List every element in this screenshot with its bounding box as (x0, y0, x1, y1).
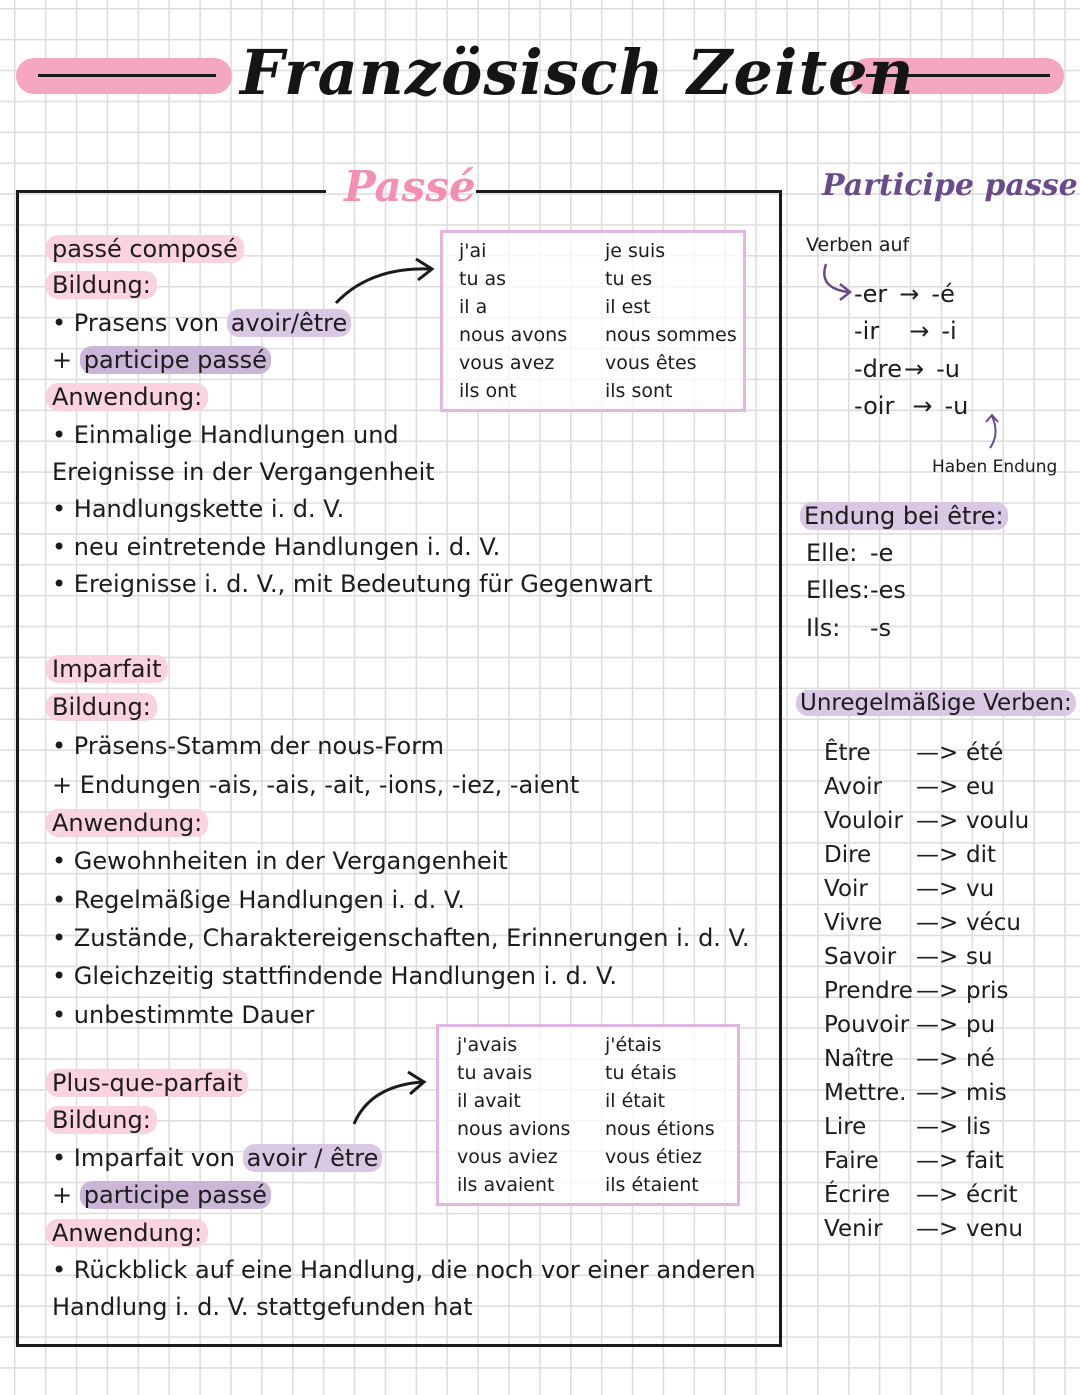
rule-ir: -ir → -i (854, 317, 957, 345)
pqp-bildung-line: • Imparfait von avoir / être (52, 1143, 382, 1173)
rule-er: -er → -é (854, 280, 955, 308)
endung-etre-heading: Endung bei être: (800, 502, 1008, 530)
imp-use-1: • Gewohnheiten in der Vergangenheit (52, 847, 508, 875)
pc-participe: participe passé (80, 346, 271, 374)
imp-use-2: • Regelmäßige Handlungen i. d. V. (52, 886, 465, 914)
pc-use-2: Ereignisse in der Vergangenheit (52, 458, 435, 486)
imp-use-3: • Zustände, Charaktereigenschaften, Erinnerungen i. d. V. (52, 924, 750, 952)
imp-anwendung-label: Anwendung: (46, 809, 208, 837)
title-line-left (38, 74, 216, 77)
page-title: Französisch Zeiten (240, 36, 915, 109)
note-arrow-icon (984, 412, 1004, 450)
imp-use-4: • Gleichzeitig stattfindende Handlungen i. d. V. (52, 962, 617, 990)
pc-bildung-label: Bildung: (46, 271, 157, 299)
pqp-arrow-icon (348, 1068, 430, 1128)
pc-etre-5: vous êtes (605, 352, 697, 374)
pc-avoir-1: j'ai (459, 240, 487, 262)
pc-arrow-icon (330, 255, 440, 310)
pqp-avoir-4: nous avions (457, 1118, 571, 1140)
pc-avoir-3: il a (459, 296, 488, 318)
imp-use-5: • unbestimmte Dauer (52, 1001, 315, 1029)
irregular-row: Naître —> né (824, 1046, 995, 1072)
participe-heading: Participe passe (822, 168, 1078, 203)
haben-endung-note: Haben Endung (932, 457, 1058, 477)
rule-dre: -dre→ -u (854, 355, 960, 383)
rule-oir: -oir → -u (854, 392, 969, 420)
irregular-list (824, 736, 1029, 1246)
pqp-etre-4: nous étions (605, 1118, 715, 1140)
irregular-row: Savoir —> su (824, 944, 993, 970)
pqp-etre-3: il était (605, 1090, 666, 1112)
pc-use-1: • Einmalige Handlungen und (52, 421, 399, 449)
frame-top-right (476, 190, 779, 193)
irregular-row: Lire —> lis (824, 1114, 991, 1140)
pc-etre-6: ils sont (605, 380, 673, 402)
pc-etre-4: nous sommes (605, 324, 737, 346)
irregular-row: Mettre. —> mis (824, 1080, 1007, 1106)
pc-avoir-6: ils ont (459, 380, 517, 402)
irregular-row: Pouvoir —> pu (824, 1012, 996, 1038)
pc-conjugation-box (440, 230, 746, 412)
pqp-etre-1: j'étais (605, 1034, 662, 1056)
pqp-etre-2: tu étais (605, 1062, 677, 1084)
passe-heading: Passé (344, 162, 476, 211)
pc-etre-2: tu es (605, 268, 653, 290)
irregular-row: Être —> été (824, 740, 1004, 766)
verben-auf-label: Verben auf (806, 234, 910, 256)
pqp-avoir-1: j'avais (457, 1034, 518, 1056)
pqp-plus-line: + participe passé (52, 1180, 271, 1210)
irregular-row: Voir —> vu (824, 876, 995, 902)
pqp-etre-6: ils étaient (605, 1174, 699, 1196)
imp-bildung-1: • Präsens-Stamm der nous-Form (52, 732, 445, 760)
pc-etre-1: je suis (605, 240, 666, 262)
imp-bildung-label: Bildung: (46, 693, 157, 721)
pqp-participe: participe passé (80, 1181, 271, 1209)
pqp-heading: Plus-que-parfait (46, 1069, 248, 1097)
irregular-row: Faire —> fait (824, 1148, 1004, 1174)
pc-use-5: • Ereignisse i. d. V., mit Bedeutung für Gegenwart (52, 570, 653, 598)
pc-avoir-5: vous avez (459, 352, 555, 374)
irregular-row: Vouloir —> voulu (824, 808, 1030, 834)
pc-avoir-2: tu as (459, 268, 507, 290)
endung-ils: Ils: -s (806, 614, 892, 642)
pqp-use-2: Handlung i. d. V. stattgefunden hat (52, 1293, 473, 1321)
endung-elles: Elles:-es (806, 576, 906, 604)
frame-top-left (16, 190, 326, 193)
imparfait-heading: Imparfait (46, 655, 168, 683)
pqp-avoir-3: il avait (457, 1090, 521, 1112)
endung-elle: Elle: -e (806, 539, 894, 567)
pc-use-4: • neu eintretende Handlungen i. d. V. (52, 533, 501, 561)
pqp-avoir-2: tu avais (457, 1062, 533, 1084)
pc-etre-3: il est (605, 296, 651, 318)
passe-compose-heading: passé composé (46, 235, 244, 263)
pc-anwendung-label: Anwendung: (46, 383, 208, 411)
imp-bildung-2: + Endungen -ais, -ais, -ait, -ions, -iez, -aient (52, 771, 580, 799)
pc-plus-line: + participe passé (52, 345, 271, 375)
pc-bildung-line: • Prasens von avoir/être (52, 308, 351, 338)
pqp-bildung-label: Bildung: (46, 1106, 157, 1134)
pqp-use-1: • Rückblick auf eine Handlung, die noch vor einer anderen (52, 1256, 756, 1284)
pc-use-3: • Handlungskette i. d. V. (52, 495, 345, 523)
pc-bildung-highlight: avoir/être (227, 309, 352, 337)
pqp-etre-5: vous étiez (605, 1146, 702, 1168)
irregular-row: Vivre —> vécu (824, 910, 1021, 936)
pqp-anwendung-label: Anwendung: (46, 1219, 208, 1247)
pc-avoir-4: nous avons (459, 324, 568, 346)
irregular-row: Dire —> dit (824, 842, 997, 868)
irregular-row: Avoir —> eu (824, 774, 995, 800)
pqp-conjugation-box (436, 1024, 740, 1206)
irregular-heading: Unregelmäßige Verben: (796, 690, 1076, 716)
pqp-avoir-5: vous aviez (457, 1146, 558, 1168)
hook-arrow-icon (818, 260, 858, 304)
irregular-row: Prendre —> pris (824, 978, 1009, 1004)
pqp-bildung-highlight: avoir / être (243, 1144, 383, 1172)
irregular-row: Écrire —> écrit (824, 1182, 1018, 1208)
irregular-row: Venir —> venu (824, 1216, 1023, 1242)
pqp-avoir-6: ils avaient (457, 1174, 555, 1196)
